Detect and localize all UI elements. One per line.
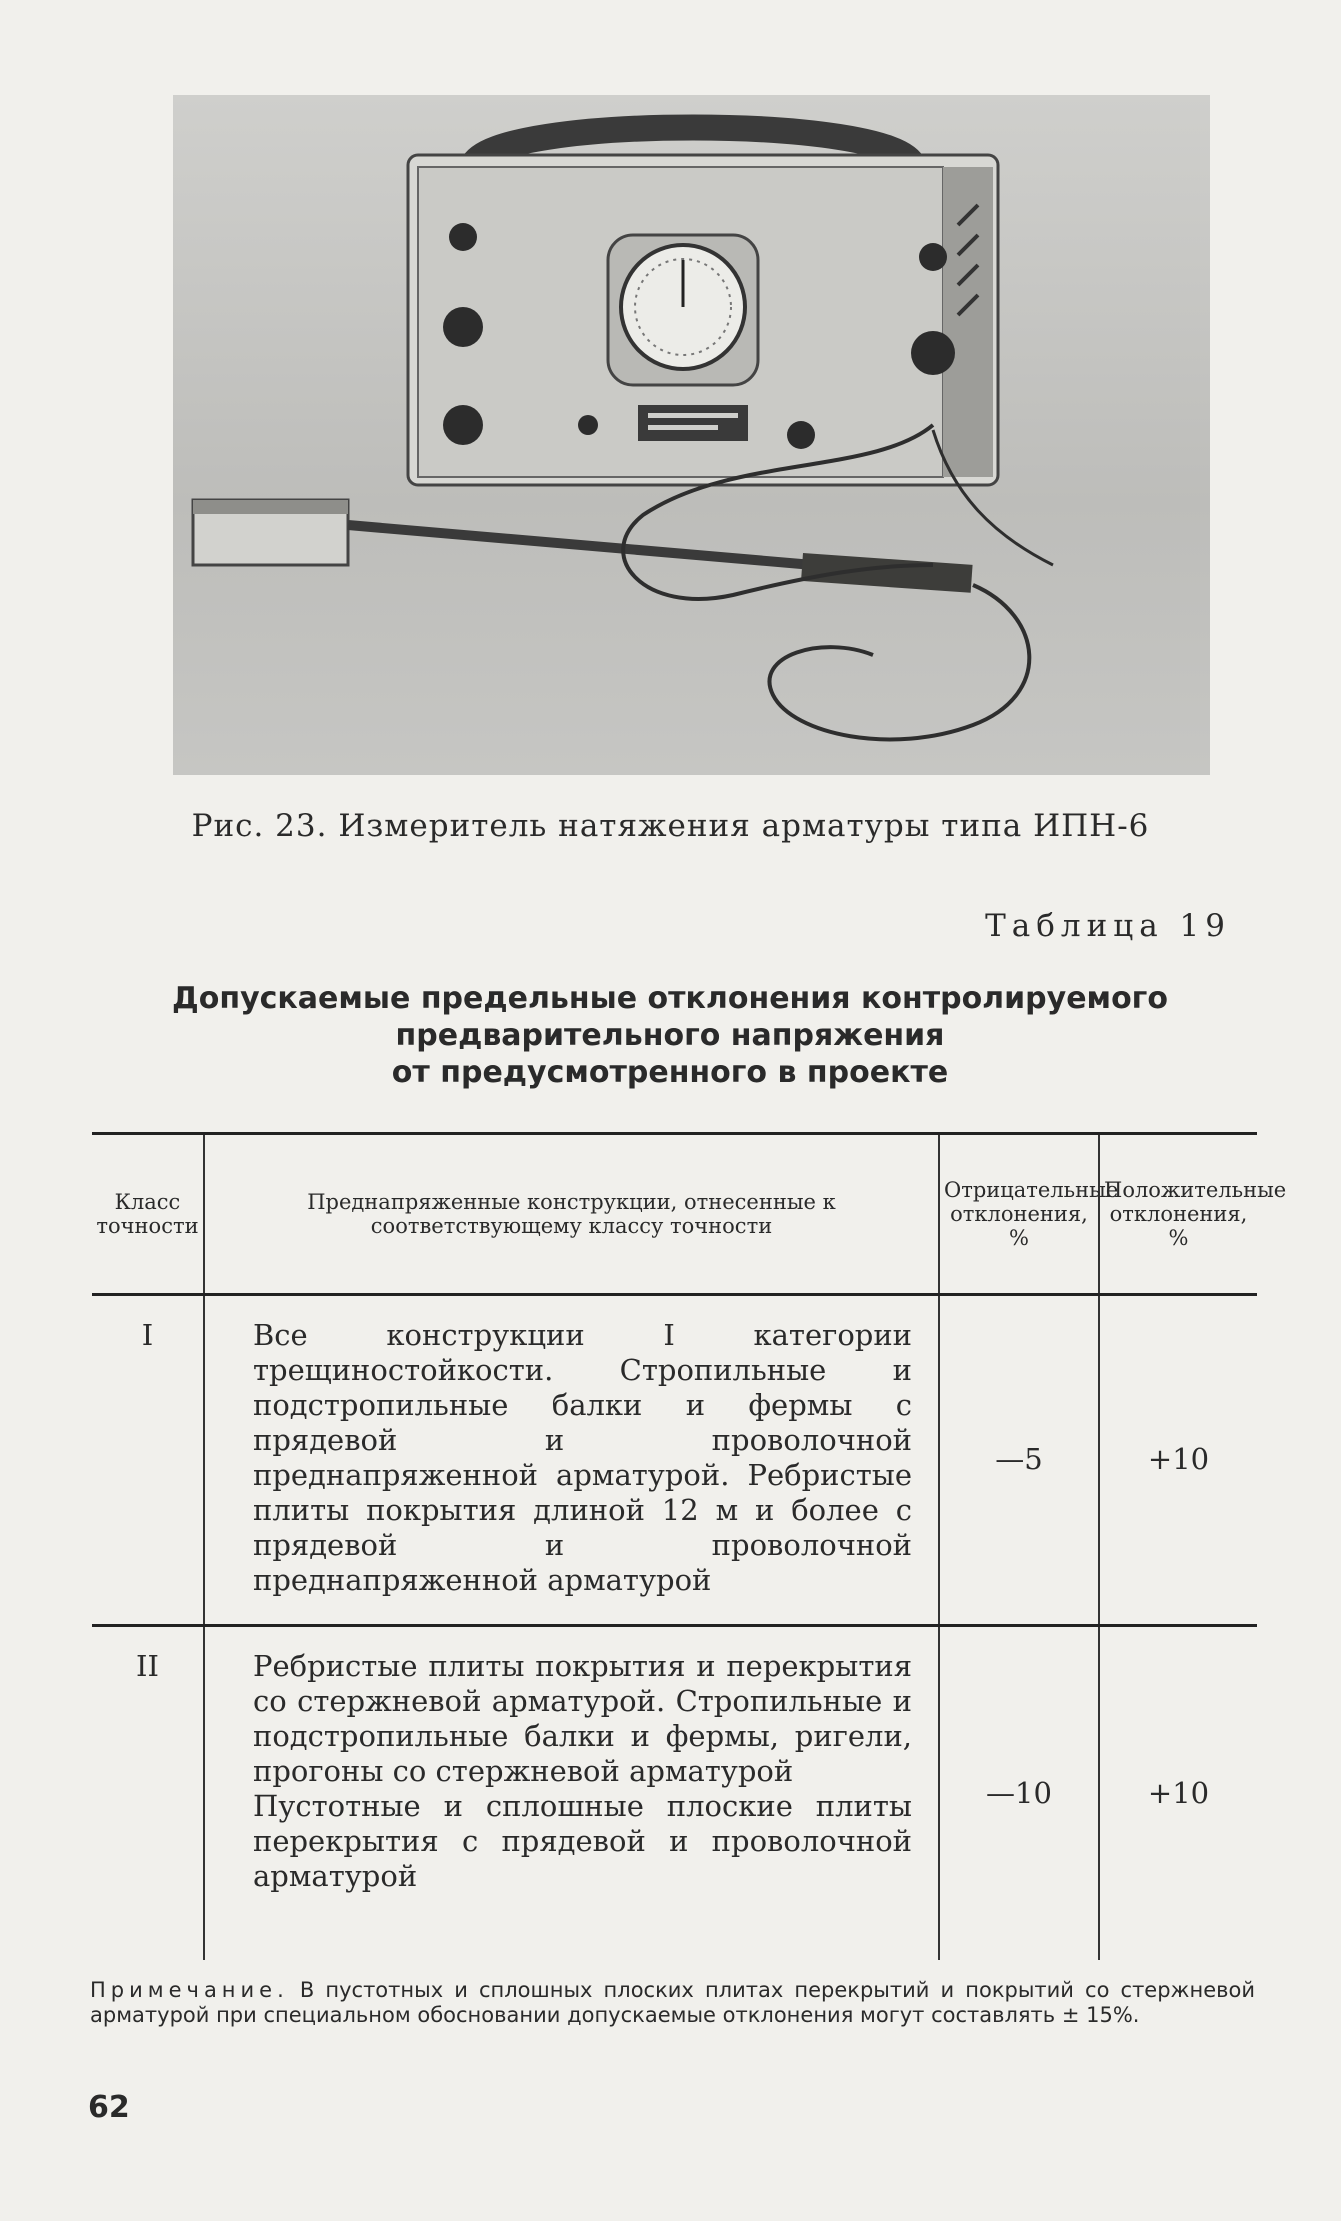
table-header-row (92, 1134, 1257, 1295)
table-title (90, 980, 1250, 1091)
page-number: 62 (88, 2090, 130, 2125)
table-row (92, 1295, 1257, 1626)
row-description (204, 1295, 939, 1626)
note-lead: Примечание. (90, 1978, 289, 2002)
table-number: Таблица 19 (985, 908, 1231, 944)
description-paragraph: Все конструкции I категории трещиностойкости. Стропильные и подстропильные балки и фермы с прядевой и проволочной преднапряженной арматурой. Ребристые плиты покрытия длиной 12 м и более с прядевой и проволочной преднапряженной арматурой (253, 1318, 912, 1597)
row-positive: +10 (1099, 1295, 1257, 1626)
ipn6-device-illustration (173, 95, 1210, 775)
row-positive: +10 (1099, 1626, 1257, 1961)
row-negative: —5 (939, 1295, 1099, 1626)
row-class: II (136, 1649, 159, 1683)
table-title-line: от предусмотренного в проекте (391, 1055, 949, 1090)
table-title-line: предварительного напряжения (395, 1018, 945, 1053)
note-text: В пустотных и сплошных плоских плитах перекрытий и покрытий со стержневой арматурой при специальном обосновании допускаемые отклонения могут составлять ± 15%. (90, 1978, 1255, 2027)
table-note (90, 1978, 1255, 2028)
header-positive: Положительные отклонения, % (1099, 1134, 1257, 1295)
table-title-line: Допускаемые предельные отклонения контролируемого (172, 981, 1168, 1016)
description-paragraph: Пустотные и сплошные плоские плиты перекрытия с прядевой и проволочной арматурой (253, 1789, 912, 1893)
header-class: Класс точности (92, 1134, 204, 1295)
header-constructions: Преднапряженные конструкции, отнесенные к соответствующему классу точности (204, 1134, 939, 1295)
row-class: I (92, 1295, 204, 1626)
row-description (204, 1626, 939, 1961)
row-negative: —10 (939, 1626, 1099, 1961)
device-photo (173, 95, 1210, 775)
description-paragraph: Ребристые плиты покрытия и перекрытия со стержневой арматурой. Стропильные и подстропильные балки и фермы, ригели, прогоны со стержневой арматурой (253, 1649, 912, 1788)
header-negative: Отрицательные отклонения, % (939, 1134, 1099, 1295)
tolerance-table (92, 1132, 1287, 1960)
table-row (92, 1626, 1257, 1961)
figure-caption: Рис. 23. Измеритель натяжения арматуры типа ИПН-6 (191, 808, 1150, 844)
